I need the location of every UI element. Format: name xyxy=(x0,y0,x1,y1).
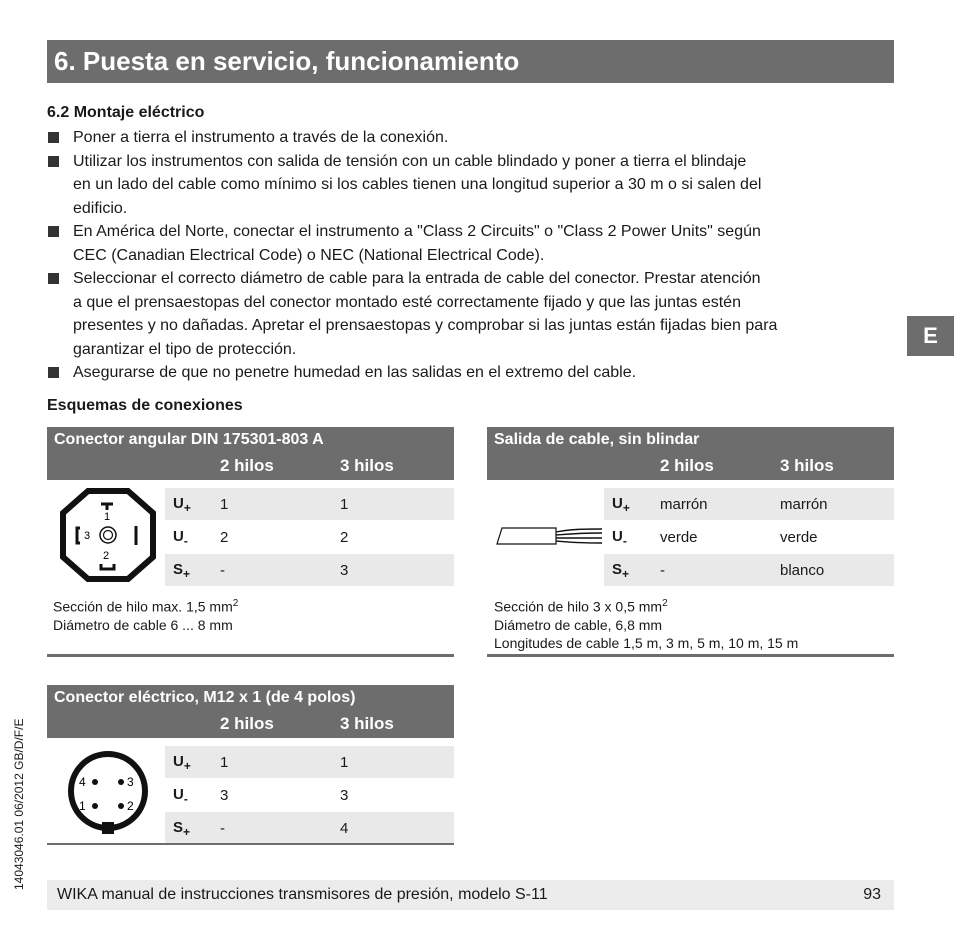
table-row xyxy=(604,488,894,520)
m12-table-title: Conector eléctrico, M12 x 1 (de 4 polos) xyxy=(54,689,356,706)
page-footer xyxy=(47,880,894,910)
signal-label: $S_+$ xyxy=(173,561,191,581)
footer-title: WIKA manual de instrucciones transmisores de presión, modelo S-11 xyxy=(57,886,548,903)
signal-label: $U_-$ xyxy=(612,528,627,548)
list-item xyxy=(47,126,897,150)
din-pin-label: 3 xyxy=(84,530,91,542)
cell-3-wires: 3 xyxy=(340,787,349,804)
table-row xyxy=(604,521,894,553)
m12-pin-label: 4 xyxy=(79,775,86,789)
cell-2-wires: 1 xyxy=(220,496,229,513)
list-item xyxy=(47,361,897,385)
m12-connector-pinout-icon xyxy=(62,748,156,838)
cell-3-wires: verde xyxy=(780,529,818,546)
list-item xyxy=(47,150,897,221)
cell-3-wires: 2 xyxy=(340,529,349,546)
bullet-line: Poner a tierra el instrumento a través de la conexión. xyxy=(73,129,449,146)
table-row xyxy=(165,488,454,520)
signal-label: $U_+$ xyxy=(173,753,191,773)
m12-pin-label: 3 xyxy=(127,775,134,789)
cable-outlet-icon xyxy=(494,524,604,550)
m12-pin-label: 1 xyxy=(79,799,86,813)
signal-label: $U_+$ xyxy=(612,495,630,515)
col-2-wires: 2 hilos xyxy=(660,456,714,475)
bullet-line: Asegurarse de que no penetre humedad en las salidas en el extremo del cable. xyxy=(73,364,637,381)
din-table-title: Conector angular DIN 175301-803 A xyxy=(54,431,324,448)
page-number: 93 xyxy=(863,886,881,903)
table-bottom-rule xyxy=(47,654,454,657)
cell-2-wires: 3 xyxy=(220,787,229,804)
signal-label: $S_+$ xyxy=(173,819,191,839)
cell-2-wires: marrón xyxy=(660,496,708,513)
table-row xyxy=(165,521,454,553)
bullet-square-icon xyxy=(48,367,59,378)
cell-3-wires: 1 xyxy=(340,754,349,771)
cell-2-wires: 2 xyxy=(220,529,229,546)
table-bottom-rule xyxy=(47,843,454,845)
cable-table-title: Salida de cable, sin blindar xyxy=(494,431,700,448)
note-line: Diámetro de cable, 6,8 mm xyxy=(494,616,663,633)
signal-label: $S_+$ xyxy=(612,561,630,581)
note-line: Sección de hilo 3 x 0,5 $mm^2$ xyxy=(494,598,668,615)
chapter-title: 6. Puesta en servicio, funcionamiento xyxy=(54,46,520,76)
din-notes xyxy=(53,595,238,634)
col-3-wires: 3 hilos xyxy=(780,456,834,475)
table-row xyxy=(604,554,894,586)
cell-3-wires: 3 xyxy=(340,562,349,579)
din-pin-label: 1 xyxy=(104,511,111,523)
note-line: Sección de hilo max. 1,5 $mm^2$ xyxy=(53,598,239,615)
bullet-square-icon xyxy=(48,132,59,143)
bullet-square-icon xyxy=(48,273,59,284)
chapter-header xyxy=(47,40,894,83)
bullet-line: Seleccionar el correcto diámetro de cable para la entrada de cable del conector. Prestar atención xyxy=(73,270,761,287)
cell-2-wires: - xyxy=(660,562,665,579)
bullet-line: presentes y no dañadas. Apretar el prensaestopas y comprobar si las juntas están fijadas bien para xyxy=(73,317,778,334)
din-connector-pinout-icon xyxy=(58,488,158,582)
bullet-line: a que el prensaestopas del conector montado esté correctamente fijado y que las juntas estén xyxy=(73,293,741,311)
col-2-wires: 2 hilos xyxy=(220,456,274,475)
signal-label: $U_+$ xyxy=(173,495,191,515)
col-2-wires: 2 hilos xyxy=(220,714,274,733)
cable-notes xyxy=(494,595,798,652)
cell-2-wires: 1 xyxy=(220,754,229,771)
section-heading: 6.2 Montaje eléctrico xyxy=(47,104,205,121)
bullet-line: edificio. xyxy=(73,199,128,217)
list-item xyxy=(47,220,897,267)
bullet-line: en un lado del cable como mínimo si los cables tienen una longitud superior a 30 m o si salen del xyxy=(73,176,762,193)
list-item xyxy=(47,267,897,361)
din-table-header xyxy=(47,427,454,480)
cell-3-wires: 4 xyxy=(340,820,349,837)
note-line: Diámetro de cable 6 ... 8 mm xyxy=(53,616,233,633)
bullet-square-icon xyxy=(48,156,59,167)
bullet-square-icon xyxy=(48,226,59,237)
cable-table-header xyxy=(487,427,894,480)
instruction-list xyxy=(47,126,897,385)
bullet-line: Utilizar los instrumentos con salida de tensión con un cable blindado y poner a tierra el blindaje xyxy=(73,152,747,170)
cell-3-wires: blanco xyxy=(780,562,825,579)
col-3-wires: 3 hilos xyxy=(340,456,394,475)
table-row xyxy=(165,746,454,778)
language-tab: E xyxy=(907,316,954,356)
bullet-line: garantizar el tipo de protección. xyxy=(73,340,297,358)
table-bottom-rule xyxy=(487,654,894,657)
table-row xyxy=(165,554,454,586)
document-code: 14043046.01 06/2012 GB/D/F/E xyxy=(12,718,26,890)
note-line: Longitudes de cable 1,5 m, 3 m, 5 m, 10 m, 15 m xyxy=(494,634,799,651)
signal-label: $U_-$ xyxy=(173,528,188,548)
col-3-wires: 3 hilos xyxy=(340,714,394,733)
bullet-line: En América del Norte, conectar el instrumento a "Class 2 Circuits" o "Class 2 Power Units" según xyxy=(73,223,761,240)
din-pin-label: 2 xyxy=(103,550,110,562)
m12-table-header xyxy=(47,685,454,738)
cell-2-wires: verde xyxy=(660,529,698,546)
cell-2-wires: - xyxy=(220,820,225,837)
bullet-line: CEC (Canadian Electrical Code) o NEC (National Electrical Code). xyxy=(73,246,545,264)
table-row xyxy=(165,779,454,811)
signal-label: $U_-$ xyxy=(173,786,188,806)
cell-3-wires: marrón xyxy=(780,496,828,513)
schemes-heading: Esquemas de conexiones xyxy=(47,397,243,414)
cell-2-wires: - xyxy=(220,562,225,579)
m12-pin-label: 2 xyxy=(127,799,134,813)
table-row xyxy=(165,812,454,844)
cell-3-wires: 1 xyxy=(340,496,349,513)
